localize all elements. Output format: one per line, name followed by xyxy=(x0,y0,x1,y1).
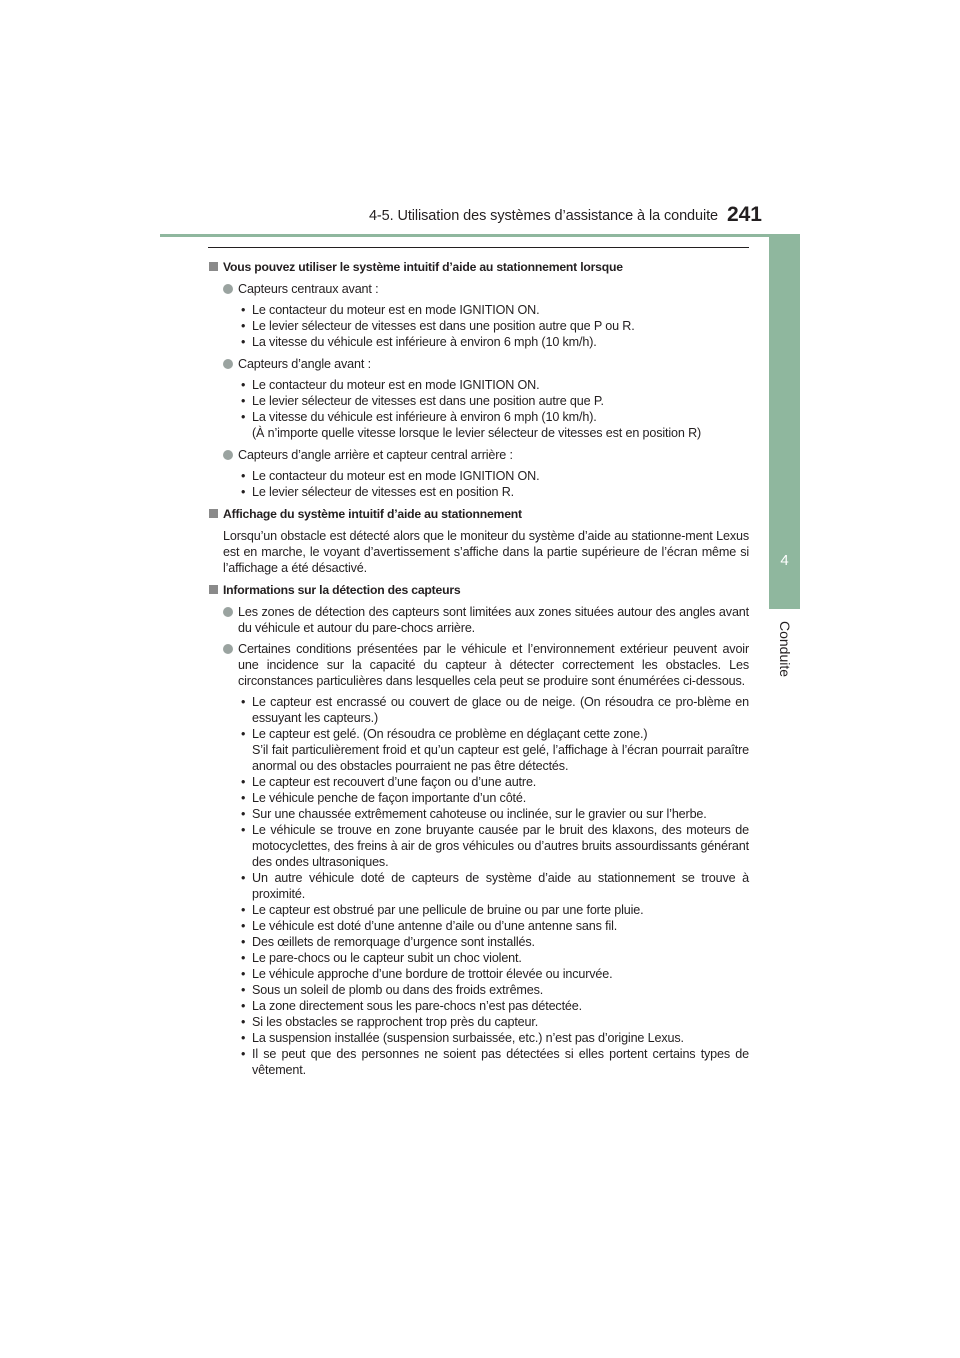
list-item: • Sous un soleil de plomb ou dans des froids extrêmes. xyxy=(241,983,544,997)
list-item: • Le véhicule penche de façon importante d’un côté. xyxy=(241,791,527,805)
page-header xyxy=(160,203,800,236)
bullet-item xyxy=(208,356,749,372)
bullet-marker: • xyxy=(241,394,246,408)
bullet-marker: • xyxy=(241,807,246,821)
bullet-text: Certaines conditions présentées par le véhicule et l’environnement extérieur peuvent avoir une incidence sur la capacité du capteur à détecter correctement les obstacles. Les circonstances particulières dans lesquelles cela peut se produire sont énumérées ci-dessous. xyxy=(238,642,749,688)
list-item: • Le levier sélecteur de vitesses est dans une position autre que P ou R. xyxy=(241,319,635,333)
bullet-marker: • xyxy=(241,871,246,885)
section-heading xyxy=(208,506,749,522)
list-item: • Le contacteur du moteur est en mode IGNITION ON. xyxy=(241,303,540,317)
bullet-marker: • xyxy=(241,935,246,949)
sub-list xyxy=(208,377,749,441)
section-heading-text: Affichage du système intuitif d’aide au stationnement xyxy=(223,507,522,521)
dot-bullet-icon xyxy=(223,644,233,654)
list-item: • Le contacteur du moteur est en mode IGNITION ON. xyxy=(241,378,540,392)
bullet-marker: • xyxy=(241,999,246,1013)
main-content xyxy=(208,259,749,1084)
bullet-marker: • xyxy=(241,903,246,917)
bullet-marker: • xyxy=(241,983,246,997)
list-item-continuation: (À n’importe quelle vitesse lorsque le levier sélecteur de vitesses est en position R) xyxy=(252,426,702,440)
list-item: • Le véhicule approche d’une bordure de trottoir élevée ou incurvée. xyxy=(241,967,613,981)
content-rule xyxy=(208,247,749,248)
list-item: • Le levier sélecteur de vitesses est dans une position autre que P. xyxy=(241,394,604,408)
list-item: • La zone directement sous les pare-chocs n’est pas détectée. xyxy=(241,999,582,1013)
bullet-marker: • xyxy=(241,469,246,483)
bullet-marker: • xyxy=(241,1031,246,1045)
sub-list xyxy=(208,302,749,350)
bullet-item xyxy=(208,604,749,636)
bullet-marker: • xyxy=(241,1047,246,1061)
list-item: • La vitesse du véhicule est inférieure à environ 6 mph (10 km/h). xyxy=(241,410,597,424)
bullet-marker: • xyxy=(241,1015,246,1029)
bullet-text: Capteurs d’angle avant : xyxy=(238,357,371,371)
bullet-marker: • xyxy=(241,823,246,837)
bullet-marker: • xyxy=(241,335,246,349)
bullet-marker: • xyxy=(241,727,246,741)
square-bullet-icon xyxy=(209,262,218,271)
list-item: • La suspension installée (suspension surbaissée, etc.) n’est pas d’origine Lexus. xyxy=(241,1031,684,1045)
chapter-tab-label: Conduite xyxy=(777,620,793,678)
bullet-text: Les zones de détection des capteurs sont limitées aux zones situées autour des angles avant du véhicule et autour du pare-chocs arrière. xyxy=(238,605,749,635)
list-item: • Le levier sélecteur de vitesses est en position R. xyxy=(241,485,515,499)
paragraph: Lorsqu’un obstacle est détecté alors que le moniteur du système d’aide au stationne-ment Lexus est en marche, le voyant d’avertissement s’affiche dans la partie supérieure de l’écran même si l’affichage a été désactivé. xyxy=(223,529,749,575)
sub-list xyxy=(208,694,749,1078)
list-item: • La vitesse du véhicule est inférieure à environ 6 mph (10 km/h). xyxy=(241,335,597,349)
bullet-marker: • xyxy=(241,775,246,789)
chapter-tab-number: 4 xyxy=(780,552,789,569)
section-display xyxy=(208,506,749,576)
list-item: • Le véhicule se trouve en zone bruyante causée par le bruit des klaxons, des moteurs de motocyclettes, des freins à air de gros véhicules ou d’autres bruits assourdissants générant des ondes ultrasoniques. xyxy=(241,823,749,869)
section-heading-text: Vous pouvez utiliser le système intuitif d’aide au stationnement lorsque xyxy=(223,260,623,274)
bullet-marker: • xyxy=(241,303,246,317)
bullet-text: Capteurs centraux avant : xyxy=(238,282,379,296)
list-item: • Le véhicule est doté d’une antenne d’aile ou d’une antenne sans fil. xyxy=(241,919,618,933)
bullet-marker: • xyxy=(241,410,246,424)
section-usage-conditions xyxy=(208,259,749,500)
bullet-marker: • xyxy=(241,951,246,965)
bullet-marker: • xyxy=(241,791,246,805)
sub-list xyxy=(208,468,749,500)
bullet-marker: • xyxy=(241,485,246,499)
list-item: • Si les obstacles se rapprochent trop près du capteur. xyxy=(241,1015,539,1029)
bullet-item xyxy=(208,447,749,463)
list-item: • Un autre véhicule doté de capteurs de système d’aide au stationnement se trouve à proximité. xyxy=(241,871,749,901)
list-item: • Le capteur est obstrué par une pellicule de bruine ou par une forte pluie. xyxy=(241,903,644,917)
bullet-item xyxy=(208,641,749,689)
bullet-marker: • xyxy=(241,967,246,981)
header-title: 4-5. Utilisation des systèmes d’assistance à la conduite xyxy=(368,208,718,224)
list-item: • Sur une chaussée extrêmement cahoteuse ou inclinée, sur le gravier ou sur l’herbe. xyxy=(241,807,707,821)
page-number: 241 xyxy=(726,203,762,226)
bullet-marker: • xyxy=(241,319,246,333)
header-rule xyxy=(160,234,800,237)
list-item: • Des œillets de remorquage d’urgence sont installés. xyxy=(241,935,535,949)
dot-bullet-icon xyxy=(223,607,233,617)
dot-bullet-icon xyxy=(223,359,233,369)
list-item: • Le capteur est recouvert d’une façon ou d’une autre. xyxy=(241,775,537,789)
section-heading-text: Informations sur la détection des capteurs xyxy=(223,583,461,597)
list-item: • Le pare-chocs ou le capteur subit un choc violent. xyxy=(241,951,522,965)
bullet-marker: • xyxy=(241,695,246,709)
section-sensor-info xyxy=(208,582,749,1078)
dot-bullet-icon xyxy=(223,450,233,460)
bullet-item xyxy=(208,281,749,297)
square-bullet-icon xyxy=(209,585,218,594)
list-item: • Le contacteur du moteur est en mode IGNITION ON. xyxy=(241,469,540,483)
dot-bullet-icon xyxy=(223,284,233,294)
list-item: • Le capteur est encrassé ou couvert de glace ou de neige. (On résoudra ce pro-blème en essuyant les capteurs.) xyxy=(241,695,749,725)
square-bullet-icon xyxy=(209,509,218,518)
list-item-continuation: S’il fait particulièrement froid et qu’un capteur est gelé, l’affichage à l’écran pourrait paraître anormal ou des obstacles pourraient ne pas être détectés. xyxy=(252,743,749,773)
bullet-text: Capteurs d’angle arrière et capteur central arrière : xyxy=(238,448,513,462)
bullet-marker: • xyxy=(241,378,246,392)
list-item: • Il se peut que des personnes ne soient pas détectées si elles portent certains types de vêtement. xyxy=(241,1047,749,1077)
section-heading xyxy=(208,259,749,275)
section-heading xyxy=(208,582,749,598)
list-item: • Le capteur est gelé. (On résoudra ce problème en déglaçant cette zone.) xyxy=(241,727,648,741)
bullet-marker: • xyxy=(241,919,246,933)
